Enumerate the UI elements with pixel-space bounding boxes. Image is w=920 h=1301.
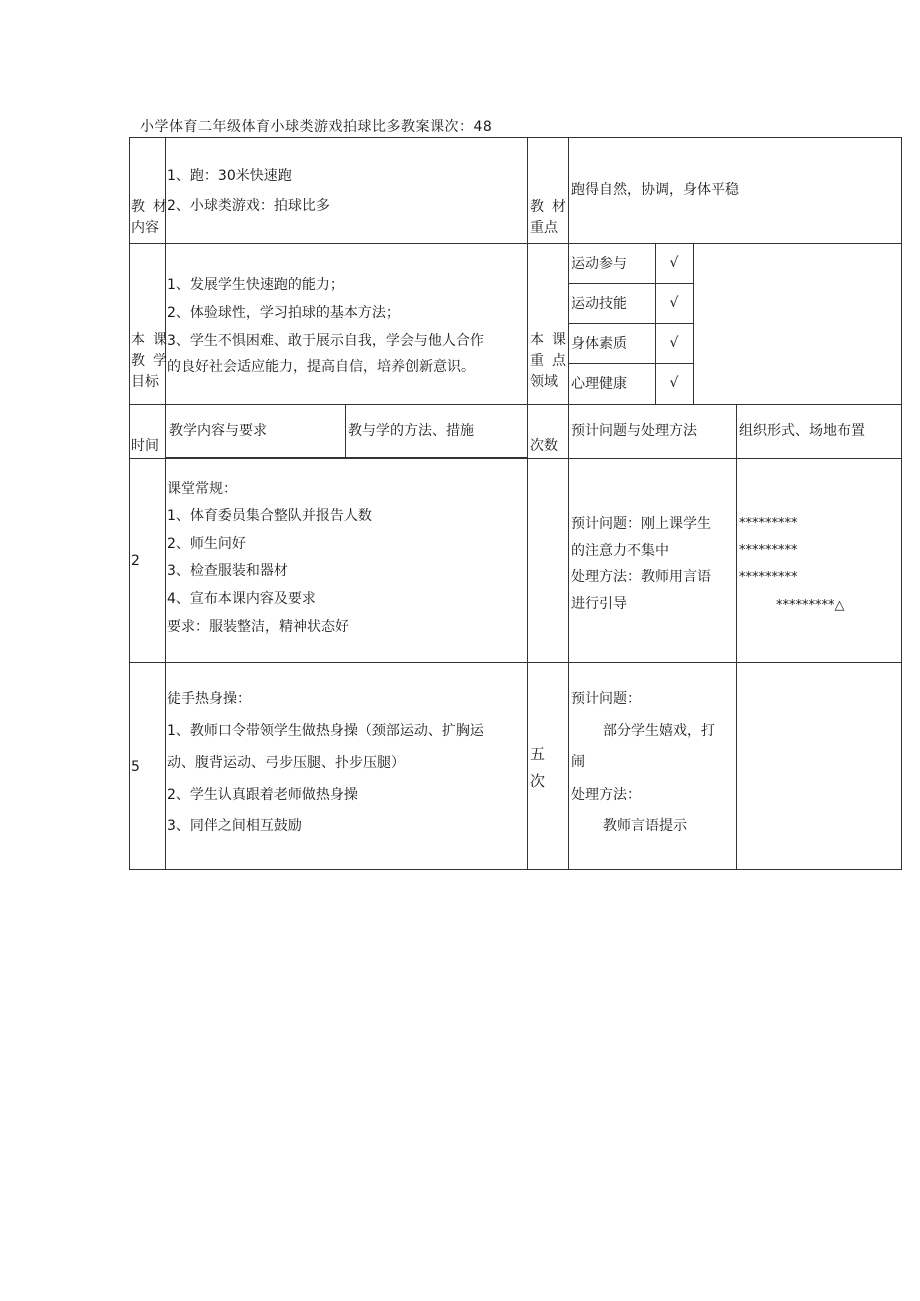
domain-label: 本 课 重 点 领域 [530,332,566,390]
material-label: 教 材 内容 [131,199,167,236]
goals-label: 本 课 教 学 目标 [131,332,167,390]
row2-count: 次 [530,772,546,790]
row2-problem-line: 部分学生嬉戏，打 [603,723,715,739]
row1-content-line: 课堂常规： [167,481,237,497]
row1-problem-line: 进行引导 [571,596,627,612]
check-mark-icon: √ [669,375,679,391]
domain-divider [568,283,694,284]
row2-content-line: 徒手热身操： [167,691,251,707]
table-border-bottom [129,869,902,870]
material-key-label: 教 材 重点 [530,199,566,236]
row1-content-line: 3、检查服装和器材 [167,563,288,579]
formation-row: ********* [739,570,798,585]
domain-name: 身体素质 [571,336,627,352]
row2-time: 5 [131,759,140,775]
row1-time: 2 [131,553,140,569]
check-mark-icon: √ [669,295,679,311]
row1-problem-line: 预计问题：刚上课学生 [571,516,711,532]
row1-content-line: 要求：服装整洁，精神状态好 [167,619,349,635]
col-divider [165,137,166,870]
row2-content-line: 动、腹背运动、弓步压腿、扑步压腿） [167,755,405,771]
row2-problem-line: 闹 [571,754,585,770]
formation-row: ********* [739,543,798,558]
header-time: 时间 [131,438,159,454]
col-divider [736,404,737,870]
goal-item-3: 3、学生不惧困难、敢于展示自我，学会与他人合作 [167,333,484,349]
row-divider [129,243,902,244]
formation-row: ********* [739,516,798,531]
header-org: 组织形式、场地布置 [739,423,865,439]
row2-content-line: 1、教师口令带领学生做热身操（颈部运动、扩胸运 [167,723,484,739]
row2-problem-line: 教师言语提示 [603,818,687,834]
document-title: 小学体育二年级体育小球类游戏拍球比多教案课次：48 [140,119,493,135]
domain-name: 心理健康 [571,376,627,392]
goal-item-2: 2、体验球性，学习拍球的基本方法； [167,305,400,321]
row-divider [129,404,902,405]
col-divider [527,137,528,870]
row2-content-line: 3、同伴之间相互鼓励 [167,818,302,834]
goal-item-4: 的良好社会适应能力，提高自信，培养创新意识。 [167,359,475,375]
domain-divider [568,323,694,324]
table-border-top [129,137,902,138]
row1-content-line: 2、师生问好 [167,536,246,552]
header-content: 教学内容与要求 [169,423,267,439]
domain-name: 运动技能 [571,296,627,312]
row1-problem-line: 的注意力不集中 [571,543,669,559]
row1-content-line: 4、宣布本课内容及要求 [167,591,316,607]
material-item-2: 2、小球类游戏：拍球比多 [167,198,330,214]
material-item-1: 1、跑：30米快速跑 [167,168,292,184]
table-border-left [129,137,130,870]
formation-row-teacher: *********△ [776,598,845,613]
row2-content-line: 2、学生认真跟着老师做热身操 [167,787,358,803]
table-border-right [901,137,902,870]
check-mark-icon: √ [669,335,679,351]
goal-item-1: 1、发展学生快速跑的能力； [167,277,344,293]
header-problem: 预计问题与处理方法 [571,423,697,439]
header-method: 教与学的方法、措施 [348,423,474,439]
domain-divider [568,363,694,364]
col-divider [345,404,346,458]
domain-name: 运动参与 [571,256,627,272]
row2-problem-line: 处理方法： [571,787,641,803]
header-count: 次数 [530,438,558,454]
row1-problem-line: 处理方法：教师用言语 [571,569,711,585]
row-divider [129,662,902,663]
row1-content-line: 1、体育委员集合整队并报告人数 [167,508,372,524]
material-key-text: 跑得自然，协调，身体平稳 [571,182,739,198]
row2-problem-line: 预计问题： [571,691,641,707]
row2-count: 五 [530,745,546,763]
check-mark-icon: √ [669,255,679,271]
col-divider [568,137,569,870]
row-divider [129,458,902,459]
